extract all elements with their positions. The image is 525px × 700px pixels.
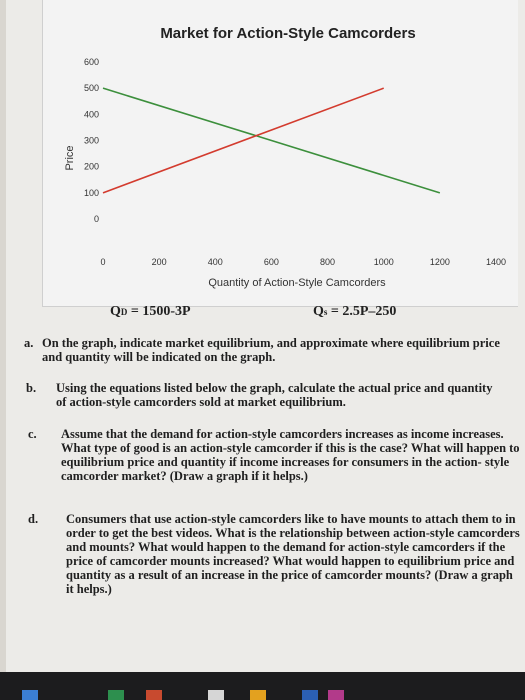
supply-rhs: = 2.5P–250 (327, 304, 397, 319)
x-tick-label: 800 (320, 257, 336, 267)
taskbar-app-icon[interactable] (108, 690, 124, 700)
taskbar-app-icon[interactable] (146, 690, 162, 700)
chart-title: Market for Action-Style Camcorders (160, 25, 416, 42)
x-tick-label: 1400 (485, 257, 507, 267)
taskbar-app-icon[interactable] (250, 690, 266, 700)
question-c-text: Assume that the demand for action-style camcorders increases as income increases. What type of good is an action-style camcorder if this is the case? What will happen to equilibrium price and quantity if income increases for consumers in the action- style camcorder market? (Draw a graph if it helps.) (61, 427, 520, 483)
taskbar-app-icon[interactable] (22, 690, 38, 700)
question-c (28, 427, 522, 483)
question-a-text: On the graph, indicate market equilibrium, and approximate where equilibrium price and quantity will be indicated on the graph. (42, 336, 500, 364)
y-axis-label: Price (64, 145, 76, 171)
supply-line (103, 88, 384, 193)
question-b-text: Using the equations listed below the graph, calculate the actual price and quantity of action-style camcorders sold at market equilibrium. (56, 381, 493, 409)
question-d-letter: d. (28, 512, 39, 526)
question-d (28, 512, 522, 596)
demand-rhs: = 1500-3P (127, 304, 191, 319)
y-tick-label: 100 (83, 187, 99, 198)
taskbar (0, 672, 525, 700)
taskbar-app-icon[interactable] (302, 690, 318, 700)
x-tick-label: 0 (100, 257, 106, 267)
x-tick-label: 1000 (373, 257, 394, 267)
question-a (24, 336, 522, 364)
x-tick-label: 600 (263, 257, 279, 267)
question-c-letter: c. (28, 427, 37, 441)
y-tick-label: 200 (83, 161, 99, 172)
question-a-letter: a. (24, 336, 34, 350)
y-tick-label: 0 (93, 214, 99, 224)
y-tick-label: 400 (83, 109, 99, 120)
question-b (26, 381, 496, 409)
x-tick-label: 200 (151, 257, 167, 267)
y-tick-label: 500 (83, 83, 99, 94)
demand-equation (110, 304, 191, 320)
taskbar-app-icon[interactable] (208, 690, 224, 700)
supply-equation (313, 304, 396, 320)
supply-subscript: s (323, 307, 328, 317)
chart-panel (42, 0, 518, 307)
x-tick-label: 400 (207, 257, 223, 267)
question-b-letter: b. (26, 381, 37, 395)
y-tick-label: 600 (83, 57, 99, 67)
question-d-text: Consumers that use action-style camcorders like to have mounts to attach them to in order to get the best videos. What is the relationship between action-style camcorders and mounts? What would happen to the demand for action-style camcorders if the price of camcorder mounts increased? What would happen to equilibrium price and quantity as a result of an increase in the price of camcorder mounts? (Draw a graph it helps.) (66, 512, 520, 596)
taskbar-app-icon[interactable] (328, 690, 344, 700)
x-axis-label: Quantity of Action-Style Camcorders (208, 277, 386, 289)
chart (43, 0, 518, 306)
demand-line (103, 88, 440, 193)
y-tick-label: 300 (83, 135, 99, 146)
demand-q: Q (110, 304, 121, 319)
supply-q: Q (313, 304, 324, 319)
demand-subscript: D (120, 307, 128, 317)
worksheet-page (6, 0, 525, 672)
x-tick-label: 1200 (429, 257, 450, 267)
